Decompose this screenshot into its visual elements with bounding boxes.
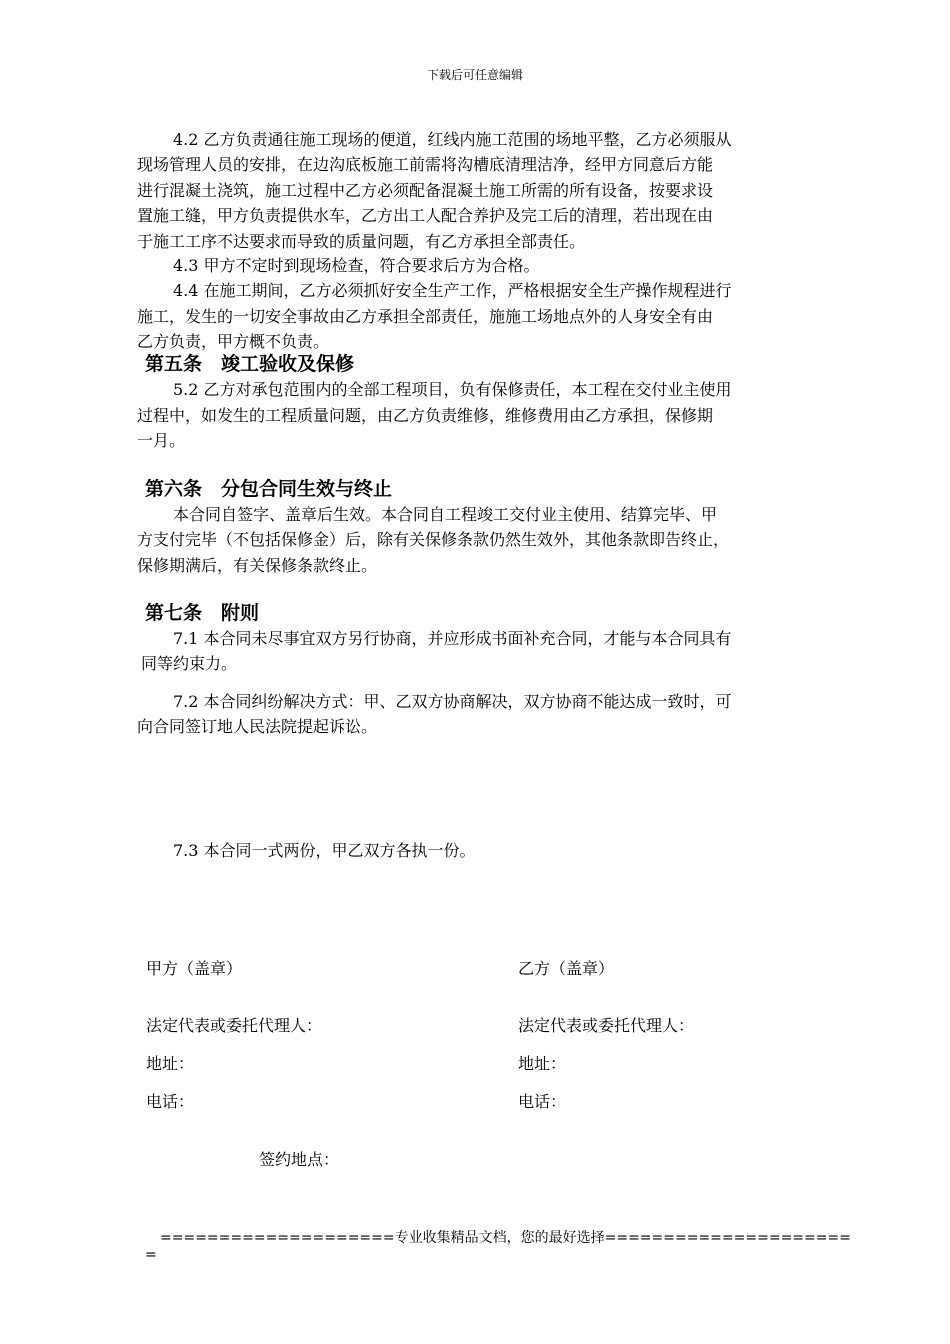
clause-6-heading: 第六条 分包合同生效与终止 <box>145 478 393 500</box>
clause-4-2-line-4: 置施工缝，甲方负责提供水车，乙方出工人配合养护及完工后的清理，若出现在由 <box>137 206 714 225</box>
clause-4-2-line-2: 现场管理人员的安排，在边沟底板施工前需将沟槽底清理洁净，经甲方同意后方能 <box>137 155 714 174</box>
clause-6-line-3: 保修期满后，有关保修条款终止。 <box>137 556 378 575</box>
clause-7-2-line-2: 向合同签订地人民法院提起诉讼。 <box>137 717 378 736</box>
party-b-representative: 法定代表或委托代理人： <box>518 1016 695 1035</box>
clause-7-1-line-2: 同等约束力。 <box>141 654 238 673</box>
signing-place: 签约地点： <box>259 1150 340 1169</box>
party-b-phone: 电话： <box>518 1092 567 1111</box>
party-a-seal: 甲方（盖章） <box>146 959 243 978</box>
party-a-representative: 法定代表或委托代理人： <box>146 1016 323 1035</box>
clause-7-2-line-1: 7.2 本合同纠纷解决方式：甲、乙双方协商解决，双方协商不能达成一致时，可 <box>173 692 732 711</box>
clause-7-3: 7.3 本合同一式两份，甲乙双方各执一份。 <box>173 841 476 860</box>
clause-5-2-line-1: 5.2 乙方对承包范围内的全部工程项目，负有保修责任，本工程在交付业主使用 <box>173 380 732 399</box>
clause-6-line-1: 本合同自签字、盖章后生效。本合同自工程竣工交付业主使用、结算完毕、甲 <box>173 505 718 524</box>
clause-6-line-2: 方支付完毕（不包括保修金）后，除有关保修条款仍然生效外，其他条款即告终止， <box>137 530 730 549</box>
clause-4-4-line-3: 乙方负责，甲方概不负责。 <box>137 332 330 351</box>
party-a-phone: 电话： <box>146 1092 195 1111</box>
footer-banner: ====================专业收集精品文档，您的最好选择===================== <box>160 1230 851 1246</box>
party-b-seal: 乙方（盖章） <box>518 959 615 978</box>
footer-banner-tail: = <box>145 1247 157 1263</box>
clause-4-2-line-1: 4.2 乙方负责通往施工现场的便道，红线内施工范围的场地平整，乙方必须服从 <box>173 130 732 149</box>
party-a-address: 地址： <box>146 1054 195 1073</box>
clause-4-3: 4.3 甲方不定时到现场检查，符合要求后方为合格。 <box>173 256 540 275</box>
clause-5-2-line-3: 一月。 <box>137 431 186 450</box>
download-note: 下载后可任意编辑 <box>426 68 523 82</box>
clause-5-heading: 第五条 竣工验收及保修 <box>145 353 355 375</box>
clause-4-2-line-5: 于施工工序不达要求而导致的质量问题，有乙方承担全部责任。 <box>137 232 586 251</box>
clause-7-1-line-1: 7.1 本合同未尽事宜双方另行协商，并应形成书面补充合同，才能与本合同具有 <box>173 629 732 648</box>
clause-5-2-line-2: 过程中，如发生的工程质量问题，由乙方负责维修，维修费用由乙方承担，保修期 <box>137 406 714 425</box>
clause-4-4-line-2: 施工，发生的一切安全事故由乙方承担全部责任，施施工场地点外的人身安全有由 <box>137 307 714 326</box>
clause-7-heading: 第七条 附则 <box>145 602 260 624</box>
clause-4-2-line-3: 进行混凝土浇筑，施工过程中乙方必须配备混凝土施工所需的所有设备，按要求设 <box>137 181 714 200</box>
clause-4-4-line-1: 4.4 在施工期间，乙方必须抓好安全生产工作，严格根据安全生产操作规程进行 <box>173 281 732 300</box>
party-b-address: 地址： <box>518 1054 567 1073</box>
